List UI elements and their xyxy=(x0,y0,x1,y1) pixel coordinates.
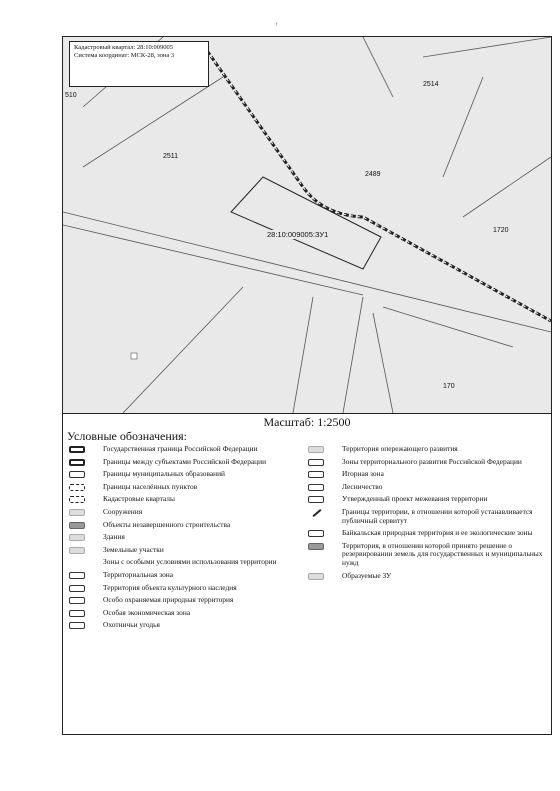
legend-item-label: Территория, в отношении которой принято решение о резервировании земель для государственных и муниципальных нужд xyxy=(342,540,543,567)
parcel-line xyxy=(343,297,363,413)
legend-item xyxy=(69,533,299,542)
legend-symbol-icon xyxy=(308,573,324,580)
legend-item-label: Сооружения xyxy=(103,506,143,516)
legend-item-label: Особо охраняемая природная территория xyxy=(103,595,234,605)
legend-column-1 xyxy=(69,445,299,634)
legend-symbol-icon xyxy=(69,585,85,592)
legend-symbol-icon xyxy=(69,622,85,629)
parcel-line xyxy=(123,287,243,413)
legend-item xyxy=(308,445,548,454)
legend-symbol-icon xyxy=(308,496,324,503)
legend-item xyxy=(69,508,299,517)
parcel-line xyxy=(373,313,393,413)
legend-item xyxy=(69,558,299,567)
parcel-line xyxy=(83,77,223,167)
cadastral-boundary xyxy=(203,45,551,321)
legend-item-label: Зоны с особыми условиями использования территории xyxy=(103,557,277,567)
legend-item xyxy=(308,542,548,568)
legend-symbol-icon xyxy=(69,572,85,579)
legend-symbol-icon xyxy=(308,459,324,466)
parcel-line xyxy=(423,37,551,57)
legend-symbol-icon xyxy=(308,484,324,491)
legend-symbol-icon xyxy=(69,459,85,466)
legend-item-label: Границы между субъектами Российской Федерации xyxy=(103,456,267,466)
legend-item xyxy=(308,572,548,581)
legend-item xyxy=(69,470,299,479)
parcel-label: 2511 xyxy=(163,153,179,160)
legend-item xyxy=(69,621,299,630)
legend-item xyxy=(69,596,299,605)
parcel-label: 2514 xyxy=(423,81,439,88)
legend-item-label: Образуемые ЗУ xyxy=(342,570,392,580)
legend-item-label: Здания xyxy=(103,532,125,542)
building-marker xyxy=(131,353,137,359)
cadastral-boundary-inner xyxy=(203,45,551,321)
legend-item-label: Территориальная зона xyxy=(103,569,174,579)
scale-label: Масштаб: 1:2500 xyxy=(263,415,351,429)
parcel-line xyxy=(293,297,313,413)
legend-item xyxy=(308,483,548,492)
legend-item xyxy=(308,495,548,504)
parcel-line xyxy=(363,37,393,97)
top-mark: ↑ xyxy=(275,22,278,28)
legend-symbol-icon xyxy=(308,446,324,453)
legend-symbol-icon xyxy=(69,610,85,617)
cadastral-map[interactable] xyxy=(63,37,551,414)
legend-item xyxy=(69,584,299,593)
legend-item-label: Кадастровые кварталы xyxy=(103,494,175,504)
legend-item-label: Лесничество xyxy=(342,481,383,491)
legend-title: Условные обозначения: xyxy=(67,429,188,443)
parcel-label: 1720 xyxy=(493,227,509,234)
parcel-line xyxy=(443,77,483,177)
legend-symbol-icon xyxy=(69,534,85,541)
legend-item-label: Границы территории, в отношении которой устанавливается публичный сервитут xyxy=(342,506,533,525)
legend-symbol-icon xyxy=(308,509,324,516)
legend-symbol-icon xyxy=(69,522,85,529)
sheet-frame xyxy=(62,36,552,735)
legend-symbol-icon xyxy=(69,484,85,491)
legend-symbol-icon xyxy=(69,446,85,453)
parcel-label: 170 xyxy=(443,383,455,390)
legend-column-2 xyxy=(308,445,548,584)
info-coords: Система координат: МСК-28, зона 3 xyxy=(74,52,175,59)
legend-item xyxy=(308,529,548,538)
legend-item-label: Байкальская природная территория и ее экологические зоны xyxy=(342,528,533,538)
plot-label: 28:10:009005:ЗУ1 xyxy=(267,230,329,239)
legend-symbol-icon xyxy=(308,530,324,537)
legend-item-label: Игорная зона xyxy=(342,469,384,479)
parcel-label: 2489 xyxy=(365,171,381,178)
info-quarter: Кадастровый квартал: 28:10:009005 xyxy=(74,44,174,51)
legend-item-label: Утвержденный проект межевания территории xyxy=(342,494,488,504)
legend-item xyxy=(308,508,548,525)
legend-item-label: Территория опережающего развития xyxy=(342,444,458,453)
legend-item-label: Границы муниципальных образований xyxy=(103,469,226,479)
legend-item-label: Особая экономическая зона xyxy=(103,607,191,617)
legend-item-label: Объекты незавершенного строительства xyxy=(103,519,231,529)
legend-symbol-icon xyxy=(69,547,85,554)
legend-item-label: Охотничьи угодья xyxy=(103,620,160,630)
legend-item xyxy=(69,521,299,530)
parcel-label: 510 xyxy=(65,92,77,99)
legend-item-label: Земельные участки xyxy=(103,544,164,554)
info-box xyxy=(69,41,209,87)
map-svg xyxy=(63,37,551,413)
legend-item-label: Государственная граница Российской Федерации xyxy=(103,444,258,453)
legend-item-label: Границы населённых пунктов xyxy=(103,481,198,491)
legend-symbol-icon xyxy=(308,471,324,478)
legend-symbol-icon xyxy=(69,471,85,478)
legend-item xyxy=(69,495,299,504)
legend-item xyxy=(69,609,299,618)
legend-item-label: Территория объекта культурного наследия xyxy=(103,582,237,592)
legend-symbol-icon xyxy=(69,496,85,503)
legend-item xyxy=(69,546,299,555)
legend-item xyxy=(308,458,548,467)
legend-item xyxy=(69,458,299,467)
legend-item xyxy=(69,445,299,454)
legend-symbol-icon xyxy=(308,543,324,550)
legend-symbol-icon xyxy=(69,559,85,566)
legend-symbol-icon xyxy=(69,597,85,604)
parcel-line xyxy=(463,157,551,217)
legend-item xyxy=(69,571,299,580)
legend-item xyxy=(308,470,548,479)
legend-symbol-icon xyxy=(69,509,85,516)
parcel-line xyxy=(383,307,513,347)
legend-item xyxy=(69,483,299,492)
legend-item-label: Зоны территориального развития Российской Федерации xyxy=(342,456,522,466)
